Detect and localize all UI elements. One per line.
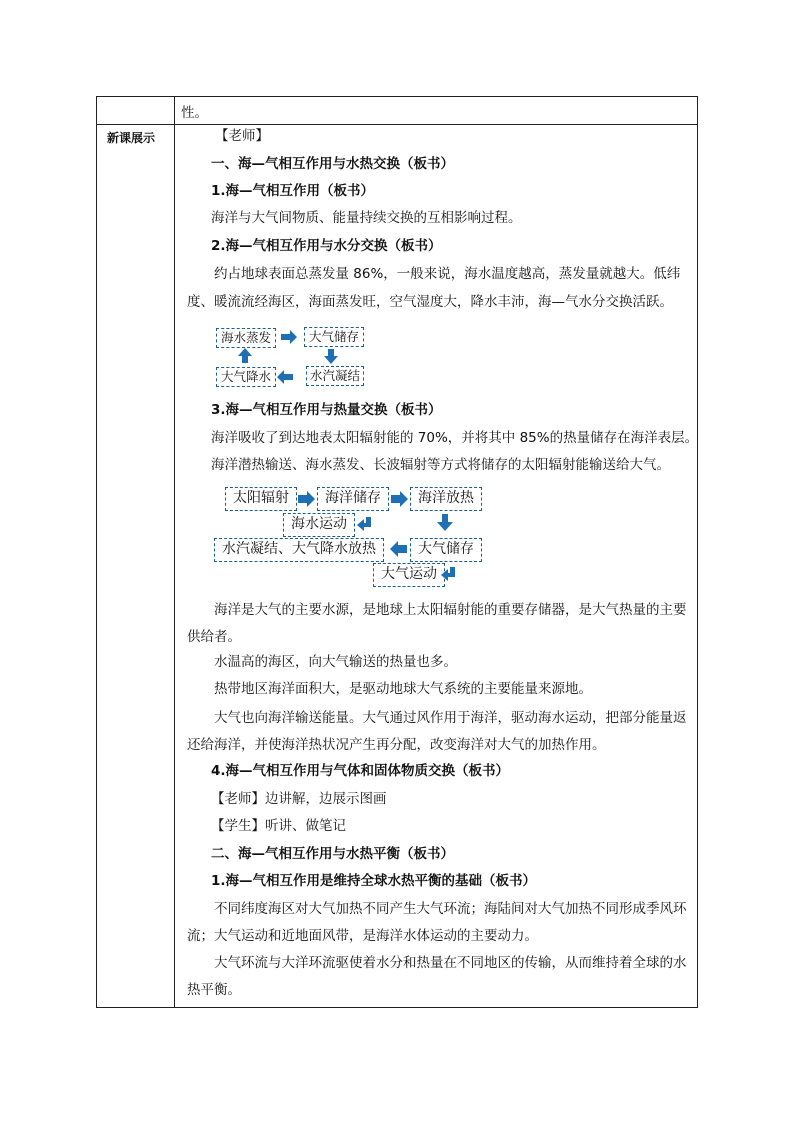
diagram-box-precipitation: 大气降水 xyxy=(216,367,276,387)
subheading-1-4: 4.海—气相互作用与气体和固体物质交换（板书） xyxy=(211,763,510,779)
lesson-table xyxy=(96,96,698,1008)
teacher-tag: 【老师】 xyxy=(215,128,269,144)
diagram-box-evaporation: 海水蒸发 xyxy=(216,328,276,348)
paragraph: 大气也向海洋输送能量。大气通过风作用于海洋，驱动海水运动，把部分能量返还给海洋，并使海洋热状况产生再分配，改变海洋对大气的加热作用。 xyxy=(187,710,687,753)
section-heading-1: 一、海—气相互作用与水热交换（板书） xyxy=(211,156,454,172)
diagram-box-atmosphere-storage: 大气储存 xyxy=(410,538,482,562)
paragraph: 水温高的海区，向大气输送的热量也多。 xyxy=(214,654,457,670)
diagram2-arrows xyxy=(177,97,697,617)
paragraph: 热带地区海洋面积大，是驱动地球大气系统的主要能量来源地。 xyxy=(214,681,592,697)
row-label: 新课展示 xyxy=(107,131,156,145)
diagram-box-solar-radiation: 太阳辐射 xyxy=(225,487,297,511)
section-heading-2: 二、海—气相互作用与水热平衡（板书） xyxy=(211,846,454,862)
paragraph: 不同纬度海区对大气加热不同产生大气环流；海陆间对大气加热不同形成季风环流；大气运动和近地面风带，是海洋水体运动的主要动力。 xyxy=(187,901,687,944)
paragraph: 约占地球表面总蒸发量 86%，一般来说，海水温度越高，蒸发量就越大。低纬度、暖流流经海区，海面蒸发旺，空气湿度大，降水丰沛，海—气水分交换活跃。 xyxy=(187,266,681,310)
teacher-note: 【老师】边讲解，边展示图画 xyxy=(211,791,387,807)
subheading-1-3: 3.海—气相互作用与热量交换（板书） xyxy=(211,402,442,418)
diagram-box-atmosphere-storage: 大气储存 xyxy=(304,327,364,347)
paragraph: 大气环流与大洋环流驱使着水分和热量在不同地区的传输，从而维持着全球的水热平衡。 xyxy=(187,955,687,998)
diagram-box-ocean-storage: 海洋储存 xyxy=(317,487,389,511)
diagram-box-ocean-heat-release: 海洋放热 xyxy=(410,487,482,511)
subheading-2-1: 1.海—气相互作用是维持全球水热平衡的基础（板书） xyxy=(211,873,537,889)
paragraph: 海洋潜热输送、海水蒸发、长波辐射等方式将储存的太阳辐射能输送给大气。 xyxy=(211,457,670,473)
diagram-box-condensation: 水汽凝结 xyxy=(306,366,364,386)
top-row-text: 性。 xyxy=(181,105,208,121)
subheading-1-1: 1.海—气相互作用（板书） xyxy=(211,183,375,199)
subheading-1-2: 2.海—气相互作用与水分交换（板书） xyxy=(211,238,442,254)
paragraph: 海洋是大气的主要水源，是地球上太阳辐射能的重要存储器，是大气热量的主要供给者。 xyxy=(187,602,687,645)
student-note: 【学生】听讲、做笔记 xyxy=(211,818,346,834)
diagram-box-atmosphere-motion: 大气运动 xyxy=(373,563,445,587)
column-divider xyxy=(174,97,175,1007)
paragraph: 海洋吸收了到达地表太阳辐射能的 70%，并将其中 85%的热量储存在海洋表层。 xyxy=(211,430,699,446)
paragraph: 海洋与大气间物质、能量持续交换的互相影响过程。 xyxy=(211,210,522,226)
diagram-box-condensation-heat: 水汽凝结、大气降水放热 xyxy=(214,538,384,562)
diagram-box-ocean-motion: 海水运动 xyxy=(283,513,355,537)
